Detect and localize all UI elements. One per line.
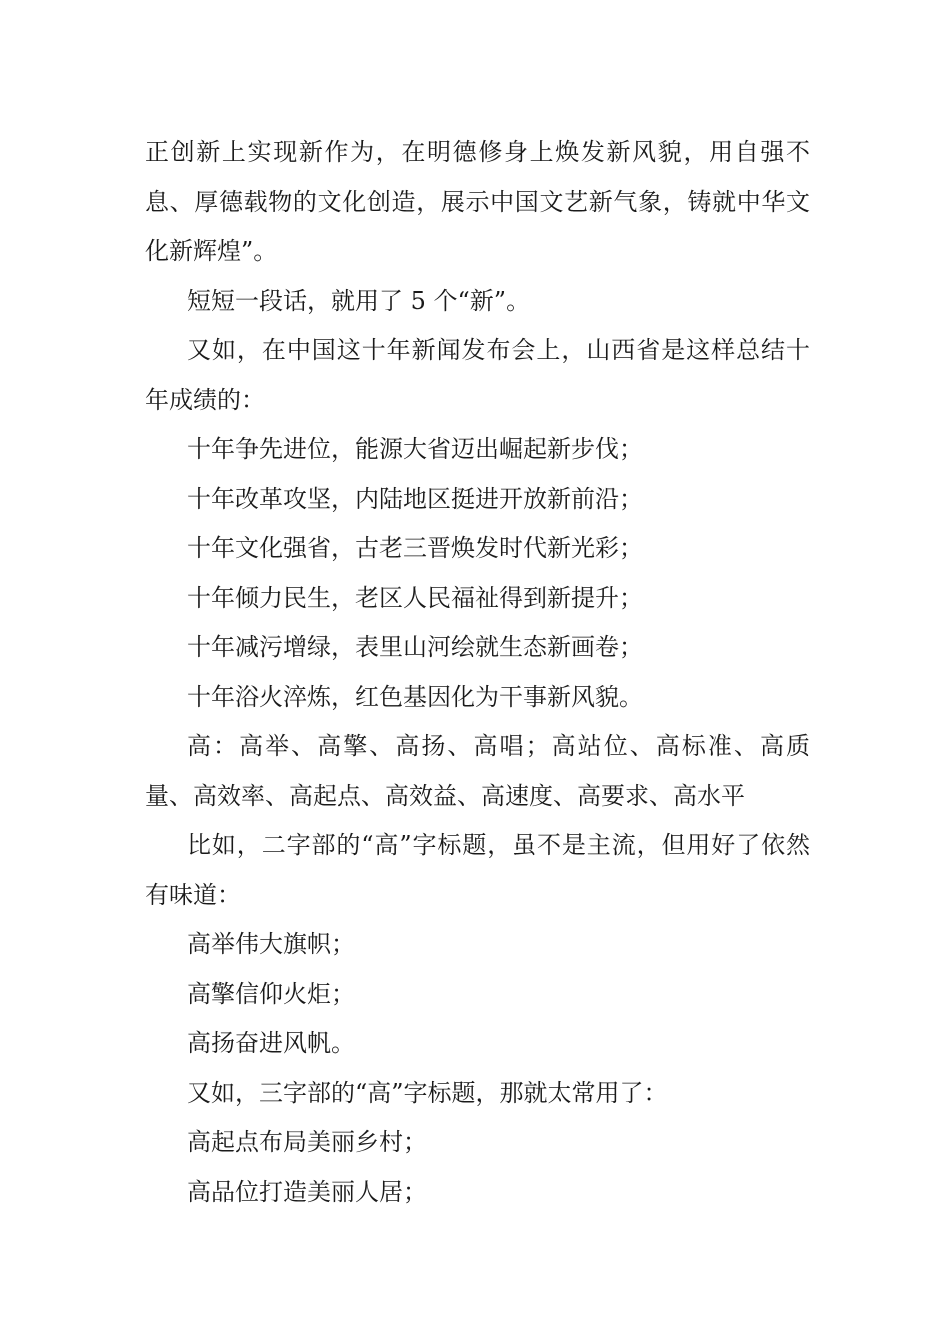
paragraph: 十年减污增绿，表里山河绘就生态新画卷； bbox=[187, 633, 643, 661]
paragraph: 高：高举、高擎、高扬、高唱；高站位、高标准、高质量、高效率、高起点、高效益、高速度、高要求、高水平 bbox=[145, 732, 810, 810]
paragraph: 十年改革攻坚，内陆地区挺进开放新前沿； bbox=[187, 484, 643, 513]
document-body bbox=[145, 128, 810, 1217]
paragraph: 比如，二字部的“高”字标题，虽不是主流，但用好了依然有味道： bbox=[145, 831, 810, 909]
paragraph: 十年文化强省，古老三晋焕发时代新光彩； bbox=[187, 534, 643, 562]
paragraph: 正创新上实现新作为，在明德修身上焕发新风貌，用自强不息、厚德载物的文化创造，展示中国文艺新气象，铸就中华文化新辉煌”。 bbox=[145, 138, 810, 265]
paragraph: 十年倾力民生，老区人民福祉得到新提升； bbox=[187, 583, 643, 612]
paragraph: 又如，在中国这十年新闻发布会上，山西省是这样总结十年成绩的： bbox=[145, 336, 810, 414]
paragraph: 高扬奋进风帆。 bbox=[187, 1029, 355, 1057]
paragraph: 十年争先进位，能源大省迈出崛起新步伐； bbox=[187, 435, 643, 463]
paragraph: 短短一段话，就用了 5 个“新”。 bbox=[187, 286, 531, 315]
paragraph: 又如，三字部的“高”字标题，那就太常用了： bbox=[187, 1078, 668, 1107]
paragraph: 高擎信仰火炬； bbox=[187, 979, 355, 1008]
paragraph: 高起点布局美丽乡村； bbox=[187, 1128, 427, 1156]
paragraph: 高举伟大旗帜； bbox=[187, 930, 355, 958]
paragraph: 十年浴火淬炼，红色基因化为干事新风貌。 bbox=[187, 682, 643, 711]
paragraph: 高品位打造美丽人居； bbox=[187, 1177, 427, 1206]
